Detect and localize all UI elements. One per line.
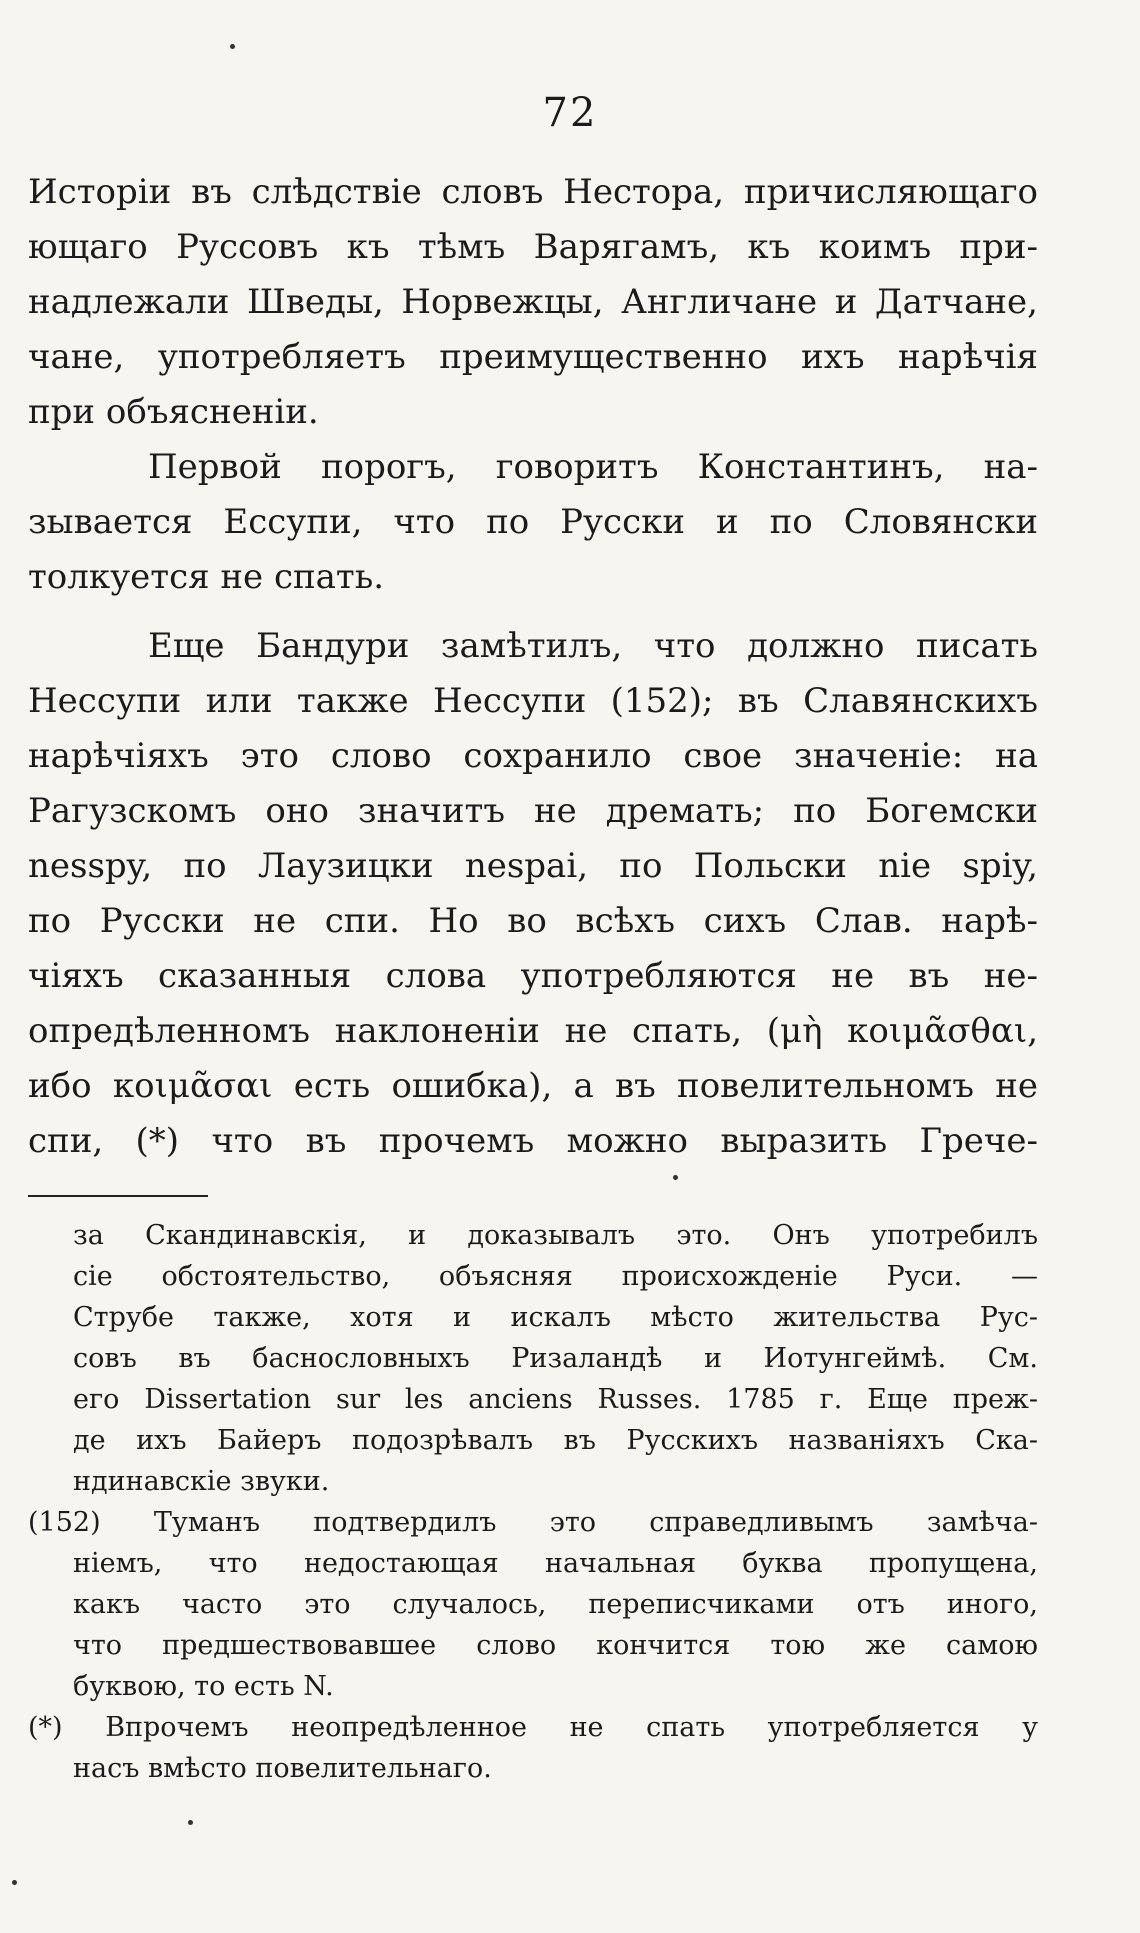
text-line: толкуется не спать. (28, 557, 385, 597)
text-line: Исторіи въ слѣдствіе словъ Нестора, причисляющаго (28, 172, 1038, 212)
text-line: опредѣленномъ наклоненіи не спать, (μὴ κοιμᾶσθαι, (28, 1011, 1038, 1051)
text-line: зывается Ессупи, что по Русски и по Словянски (28, 502, 1038, 542)
text-line: Первой порогъ, говоритъ Константинъ, на- (148, 447, 1038, 487)
text-line: Нессупи или также Нессупи (152); въ Славянскихъ (28, 681, 1038, 721)
print-speck (188, 1820, 193, 1825)
footnote-line: буквою, то есть N. (73, 1671, 334, 1702)
footnote-line: ніемъ, что недостающая начальная буква пропущена, (73, 1548, 1038, 1579)
footnote-separator (28, 1195, 208, 1197)
footnote-line: что предшествовавшее слово кончится тою же самою (73, 1630, 1038, 1661)
print-speck (12, 1880, 17, 1885)
footnote-line: какъ часто это случалось, переписчиками отъ иного, (73, 1589, 1038, 1620)
footnote-line: насъ вмѣсто повелительнаго. (73, 1753, 492, 1784)
text-line: по Русски не спи. Но во всѣхъ сихъ Слав. нарѣ- (28, 901, 1038, 941)
main-text (28, 165, 1038, 1169)
text-line: Еще Бандури замѣтилъ, что должно писать (148, 626, 1038, 666)
text-line: nesspy, по Лаузицки nespai, по Польски nie spiy, (28, 846, 1038, 886)
text-line: Рагузскомъ оно значитъ не дремать; по Богемски (28, 791, 1038, 831)
footnote-line: его Dissertation sur les anciens Russes. 1785 г. Еще преж- (73, 1384, 1038, 1415)
text-line: надлежали Шведы, Норвежцы, Англичане и Датчане, (28, 282, 1038, 322)
text-line: чане, употребляетъ преимущественно ихъ нарѣчія (28, 337, 1038, 377)
text-line: нарѣчіяхъ это слово сохранило свое значеніе: на (28, 736, 1038, 776)
footnote-line: Струбе также, хотя и искалъ мѣсто жительства Рус- (73, 1302, 1038, 1333)
text-line: спи, (*) что въ прочемъ можно выразить Грече- (28, 1121, 1038, 1161)
footnote-line: за Скандинавскія, и доказывалъ это. Онъ употребилъ (73, 1220, 1038, 1251)
print-speck (230, 44, 235, 49)
footnote-line: ндинавскіе звуки. (73, 1466, 330, 1497)
footnote-line: де ихъ Байеръ подозрѣвалъ въ Русскихъ названіяхъ Ска- (73, 1425, 1038, 1456)
footnotes (28, 1215, 1038, 1789)
text-line: при объясненіи. (28, 392, 319, 432)
page-number: 72 (542, 90, 598, 136)
footnote-line: (*) Впрочемъ неопредѣленное не спать употребляется у (28, 1712, 1038, 1743)
print-speck (673, 1175, 678, 1180)
text-line: ющаго Руссовъ къ тѣмъ Варягамъ, къ коимъ при- (28, 227, 1038, 267)
footnote-line: (152) Туманъ подтвердилъ это справедливымъ замѣча- (28, 1507, 1038, 1538)
text-line: ибо κοιμᾶσαι есть ошибка), а въ повелительномъ не (28, 1066, 1038, 1106)
text-line: чіяхъ сказанныя слова употребляются не въ не- (28, 956, 1038, 996)
footnote-line: сіе обстоятельство, объясняя происхожденіе Руси. — (73, 1261, 1038, 1292)
footnote-line: совъ въ баснословныхъ Ризаландѣ и Иотунгеймѣ. См. (73, 1343, 1038, 1374)
